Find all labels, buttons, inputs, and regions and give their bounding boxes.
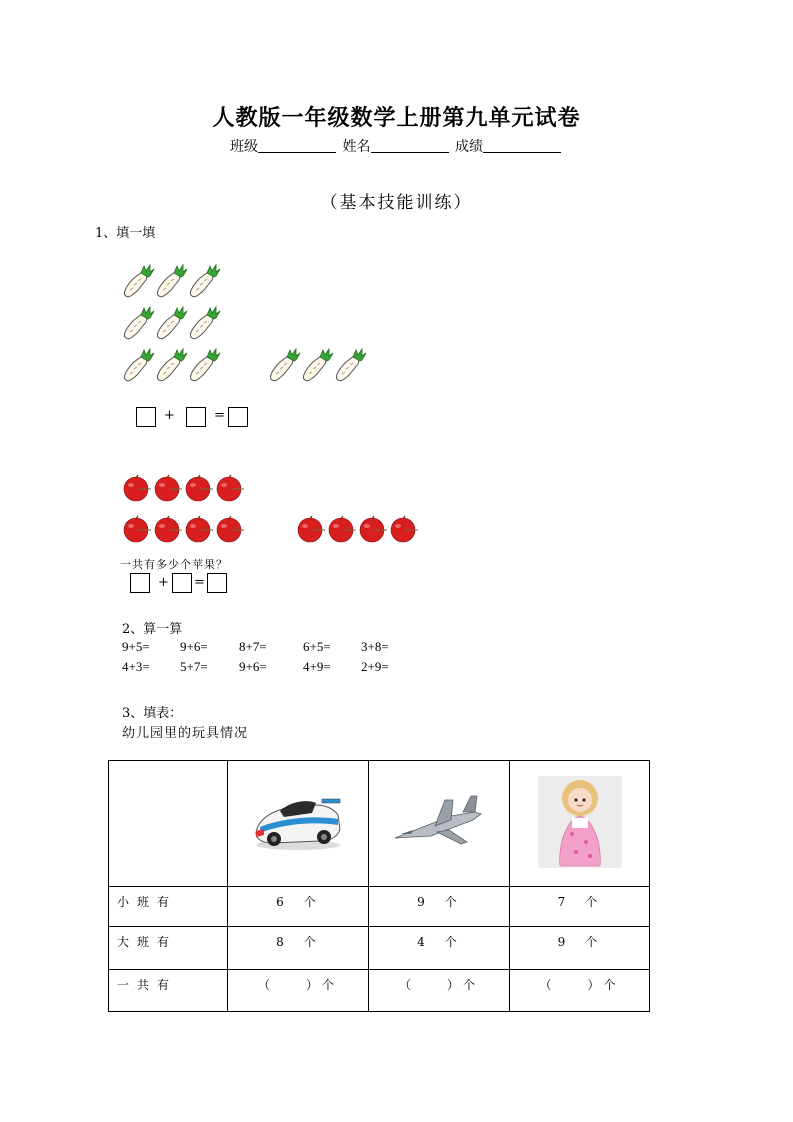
answer-box[interactable] xyxy=(130,573,150,593)
section-2-heading: 2、算一算 xyxy=(122,622,183,637)
plus-sign: + xyxy=(164,408,175,423)
car-cell xyxy=(228,761,369,887)
arithmetic-item: 9+5= xyxy=(122,639,150,654)
apple-group-left xyxy=(124,475,244,542)
arithmetic-item: 4+3= xyxy=(122,659,150,674)
answer-box[interactable] xyxy=(172,573,192,593)
answer-box[interactable] xyxy=(207,573,227,593)
row-label: 一共有 xyxy=(109,970,228,1012)
equals-sign: = xyxy=(214,408,225,423)
row-label: 小班有 xyxy=(109,887,228,927)
answer-box[interactable] xyxy=(186,407,206,427)
radish-picture xyxy=(118,262,378,386)
arithmetic-item: 5+7= xyxy=(180,659,208,674)
apple-group-right xyxy=(298,516,418,542)
table-corner-cell xyxy=(109,761,228,887)
radish-group-left xyxy=(124,265,220,381)
doll-picture xyxy=(538,776,622,868)
jet-cell xyxy=(369,761,510,887)
table-cell: 4 个 xyxy=(369,927,510,970)
name-label: 姓名 xyxy=(342,139,371,155)
page-subtitle: （基本技能训练） xyxy=(320,193,473,213)
table-cell: 8 个 xyxy=(228,927,369,970)
toy-table xyxy=(108,760,650,1012)
table-cell: 9 个 xyxy=(369,887,510,927)
name-blank xyxy=(371,138,449,153)
answer-box[interactable] xyxy=(228,407,248,427)
table-caption: 幼儿园里的玩具情况 xyxy=(122,726,249,741)
row-label: 大班有 xyxy=(109,927,228,970)
arithmetic-item: 6+5= xyxy=(303,639,331,654)
table-row xyxy=(109,927,650,970)
score-label: 成绩 xyxy=(454,139,483,155)
table-cell: 9 个 xyxy=(510,927,650,970)
table-row xyxy=(109,970,650,1012)
answer-cell[interactable]: （ ）个 xyxy=(510,970,650,1012)
score-blank xyxy=(483,138,561,153)
table-row xyxy=(109,887,650,927)
arithmetic-item: 2+9= xyxy=(361,659,389,674)
arithmetic-item: 3+8= xyxy=(361,639,389,654)
table-cell: 7 个 xyxy=(510,887,650,927)
answer-box[interactable] xyxy=(136,407,156,427)
equals-sign: = xyxy=(194,575,205,590)
table-header-row xyxy=(109,761,650,887)
apple-question: 一共有多少个苹果？ xyxy=(120,558,228,571)
table-cell: 6 个 xyxy=(228,887,369,927)
student-info-line xyxy=(0,136,793,156)
class-label: 班级 xyxy=(230,139,259,155)
answer-cell[interactable]: （ ）个 xyxy=(228,970,369,1012)
answer-cell[interactable]: （ ）个 xyxy=(369,970,510,1012)
arithmetic-item: 4+9= xyxy=(303,659,331,674)
arithmetic-item: 8+7= xyxy=(239,639,267,654)
section-3-heading: 3、填表： xyxy=(122,706,183,721)
radish-group-right xyxy=(270,349,366,381)
plus-sign: + xyxy=(158,575,169,590)
section-1-heading: 1、填一填 xyxy=(95,226,156,241)
class-blank xyxy=(258,138,336,153)
doll-cell xyxy=(510,761,650,887)
arithmetic-item: 9+6= xyxy=(239,659,267,674)
page-title: 人教版一年级数学上册第九单元试卷 xyxy=(212,105,581,131)
fighter-jet-picture xyxy=(391,792,487,852)
race-car-picture xyxy=(250,789,346,855)
arithmetic-item: 9+6= xyxy=(180,639,208,654)
apple-picture xyxy=(122,473,422,548)
